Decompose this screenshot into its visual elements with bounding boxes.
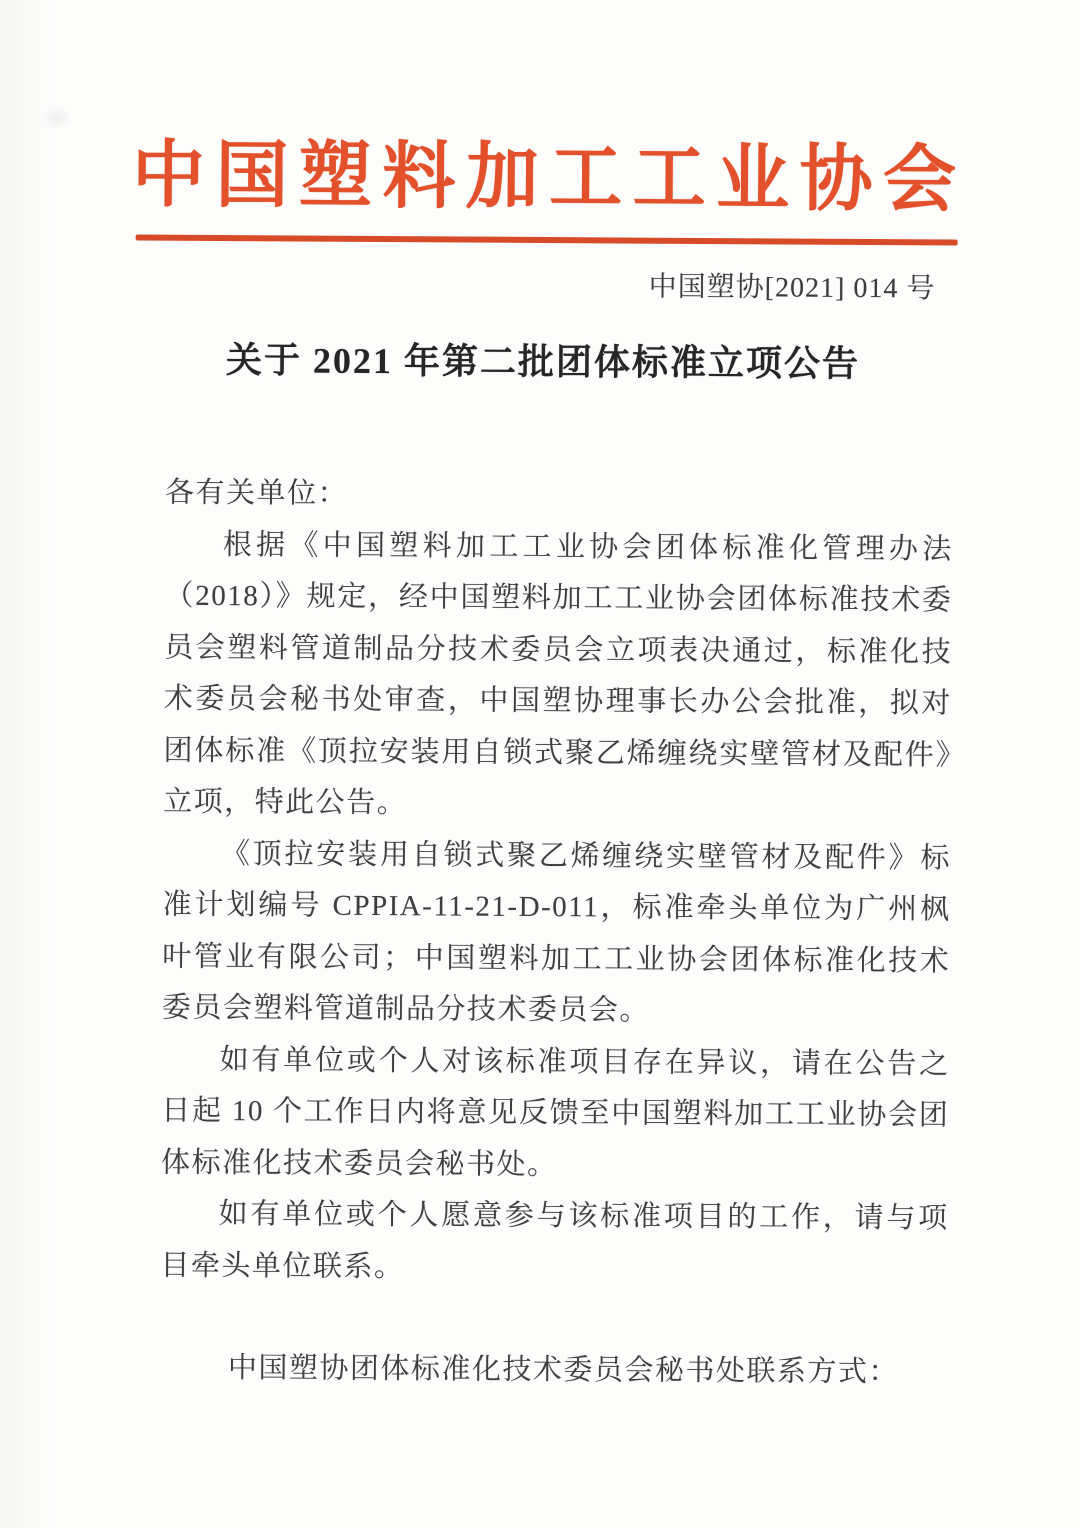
document-reference-number: 中国塑协[2021] 014 号 [648, 271, 936, 305]
body-paragraph-3: 如有单位或个人对该标准项目存在异议，请在公告之日起 10 个工作日内将意见反馈至中国塑料加工工业协会团体标准化技术委员会秘书处。 [160, 1043, 950, 1181]
document-body [160, 468, 954, 1399]
org-masthead-title: 中国塑料加工工业协会 [131, 134, 957, 221]
salutation-line: 各有关单位： [165, 476, 349, 510]
document-title: 关于 2021 年第二批团体标准立项公告 [225, 340, 861, 384]
body-paragraph-4: 如有单位或个人愿意参与该标准项目的工作，请与项目牵头单位联系。 [160, 1198, 949, 1283]
masthead-red-rule [136, 235, 958, 246]
body-paragraph-2: 《顶拉安装用自锁式聚乙烯缠绕实壁管材及配件》标准计划编号 CPPIA-11-21-D-011，标准牵头单位为广州枫叶管业有限公司；中国塑料加工工业协会团体标准化技术委员会塑料管道制品分技术委员会。 [161, 837, 951, 1027]
body-paragraph-1: 根据《中国塑料加工工业协会团体标准化管理办法（2018）》规定，经中国塑料加工工业协会团体标准技术委员会塑料管道制品分技术委员会立项表决通过，标准化技术委员会秘书处审查，中国塑协理事长办公会批准，拟对团体标准《顶拉安装用自锁式聚乙烯缠绕实壁管材及配件》立项，特此公告。 [163, 528, 953, 820]
contact-heading-line: 中国塑协团体标准化技术委员会秘书处联系方式： [227, 1352, 900, 1389]
